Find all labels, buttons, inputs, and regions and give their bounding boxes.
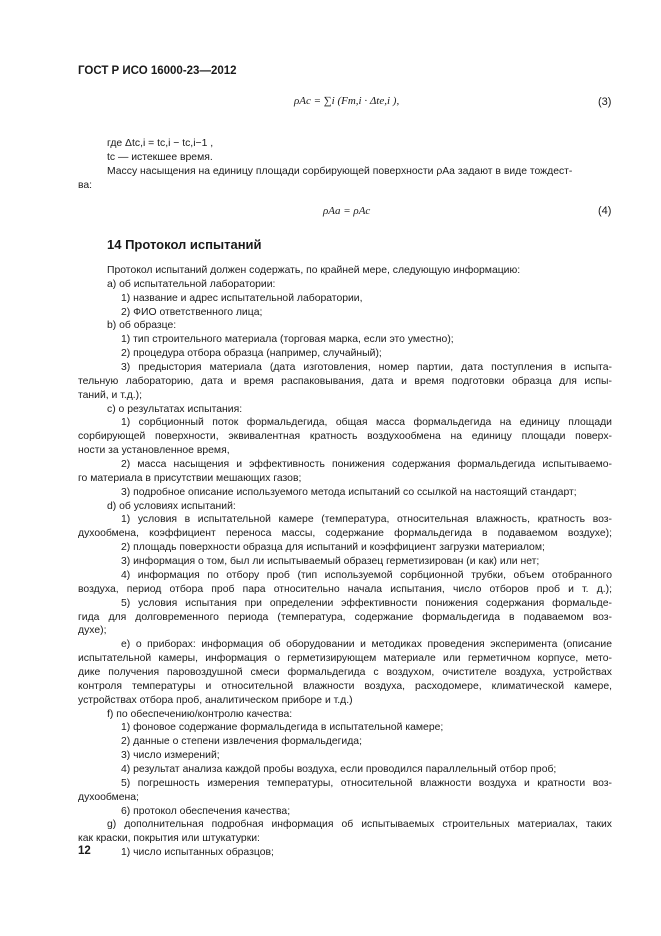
text-line: 6) протокол обеспечения качества; [121, 805, 291, 817]
text-line: духообмена, коэффициент переноса массы, содержание формальдегида в подаваемом воздухе); [78, 528, 612, 540]
text-line: 2) данные о степени извлечения формальдегида; [121, 736, 362, 748]
formula-3: ρAc = ∑i (Fm,i · Δte,i ), [294, 95, 400, 107]
text-line: а) об испытательной лаборатории: [107, 278, 276, 290]
document-header: ГОСТ Р ИСО 16000-23—2012 [78, 65, 237, 77]
mass-paragraph-line-1: Массу насыщения на единицу площади сорбирующей поверхности ρAa задают в виде тождест- [107, 166, 573, 177]
text-line: 1) название и адрес испытательной лаборатории, [121, 292, 363, 304]
text-line: d) об условиях испытаний: [107, 500, 236, 512]
text-line: Протокол испытаний должен содержать, по крайней мере, следующую информацию: [107, 265, 521, 276]
text-line: 1) фоновое содержание формальдегида в испытательной камере; [121, 722, 444, 734]
text-line: 2) масса насыщения и эффективность понижения содержания формальдегида испытываемо- [121, 459, 612, 471]
formula-4: ρAa = ρAc [323, 205, 371, 217]
where-line-2: tc — истекшее время. [107, 152, 213, 163]
text-line: 1) сорбционный поток формальдегида, общая масса формальдегида на единицу площади [121, 417, 612, 429]
text-line: гида для долговременного периода (температура, содержание формальдегида в подаваемом воз- [78, 611, 612, 623]
text-line: духообмена; [78, 791, 139, 803]
text-line: 5) погрешность измерения температуры, относительной влажности воздуха и кратности воз- [121, 777, 612, 789]
text-line: устройствах отбора проб, аналитическом приборе и т.д.) [78, 694, 353, 706]
text-line: дике получения паровоздушной смеси формальдегида с воздухом, очистителе воздуха, устройствах [78, 666, 612, 678]
text-line: сорбирующей поверхности, эквивалентная кратность воздухообмена на единицу площади поверх- [78, 431, 612, 443]
text-line: как краски, покрытия или штукатурки: [78, 833, 260, 845]
text-line: испытательной камеры, информация о герметизирующем материале или герметичном корпусе, мето- [78, 653, 612, 665]
text-line: таний, и т.д.); [78, 389, 143, 401]
text-line: 3) подробное описание используемого метода испытаний со ссылкой на настоящий стандарт; [121, 486, 577, 498]
text-line: 3) число измерений; [121, 750, 220, 762]
text-line: 2) ФИО ответственного лица; [121, 306, 263, 318]
page-number: 12 [78, 845, 91, 857]
text-line: контроля температуры и относительной влажности воздуха, расходомере, климатической камере, [78, 680, 612, 692]
where-line-1: где Δtc,i = tc,i − tc,i−1 , [107, 138, 214, 149]
text-line: 1) тип строительного материала (торговая марка, если это уместно); [121, 334, 454, 346]
equation-number-4: (4) [598, 205, 612, 217]
text-line: тельную лабораторию, дата и время распаковывания, дата и время подготовки образца для испы- [78, 375, 612, 387]
text-line: го материала в присутствии мешающих газов; [78, 472, 302, 484]
text-line: 4) результат анализа каждой пробы воздуха, если проводился параллельный отбор проб; [121, 763, 557, 775]
text-line: b) об образце: [107, 320, 177, 332]
text-line: 4) информация по отбору проб (тип используемой сорбционной трубки, объем отобранного [121, 569, 612, 581]
text-line: 2) процедура отбора образца (например, случайный); [121, 348, 382, 360]
text-line: воздуха, период отбора проб пара относительно начала испытания, число отборов проб и т. д.); [78, 583, 612, 595]
text-line: духе); [78, 625, 107, 637]
text-line: 3) информация о том, был ли испытываемый образец герметизирован (и как) или нет; [121, 556, 540, 568]
text-line: 5) условия испытания при определении эффективности понижения содержания формальде- [121, 597, 612, 609]
equation-number-3: (3) [598, 96, 612, 108]
text-line: g) дополнительная подробная информация об испытываемых строительных материалах, таких [107, 819, 612, 831]
text-line: с) о результатах испытания: [107, 403, 243, 415]
text-line: 2) площадь поверхности образца для испытаний и коэффициент загрузки материалом; [121, 542, 545, 554]
text-line: е) о приборах: информация об оборудовании и методиках проведения эксперимента (описание [121, 639, 612, 651]
text-line: 3) предыстория материала (дата изготовления, номер партии, дата поступления в испыта- [121, 362, 612, 374]
text-line: f) по обеспечению/контролю качества: [107, 708, 293, 720]
text-line: 1) число испытанных образцов; [121, 847, 274, 859]
mass-paragraph-line-2: ва: [78, 180, 93, 191]
text-line: ности за установленное время, [78, 445, 230, 457]
text-line: 1) условия в испытательной камере (температура, относительная влажность, кратность воз- [121, 514, 612, 526]
section-title: 14 Протокол испытаний [107, 237, 262, 252]
